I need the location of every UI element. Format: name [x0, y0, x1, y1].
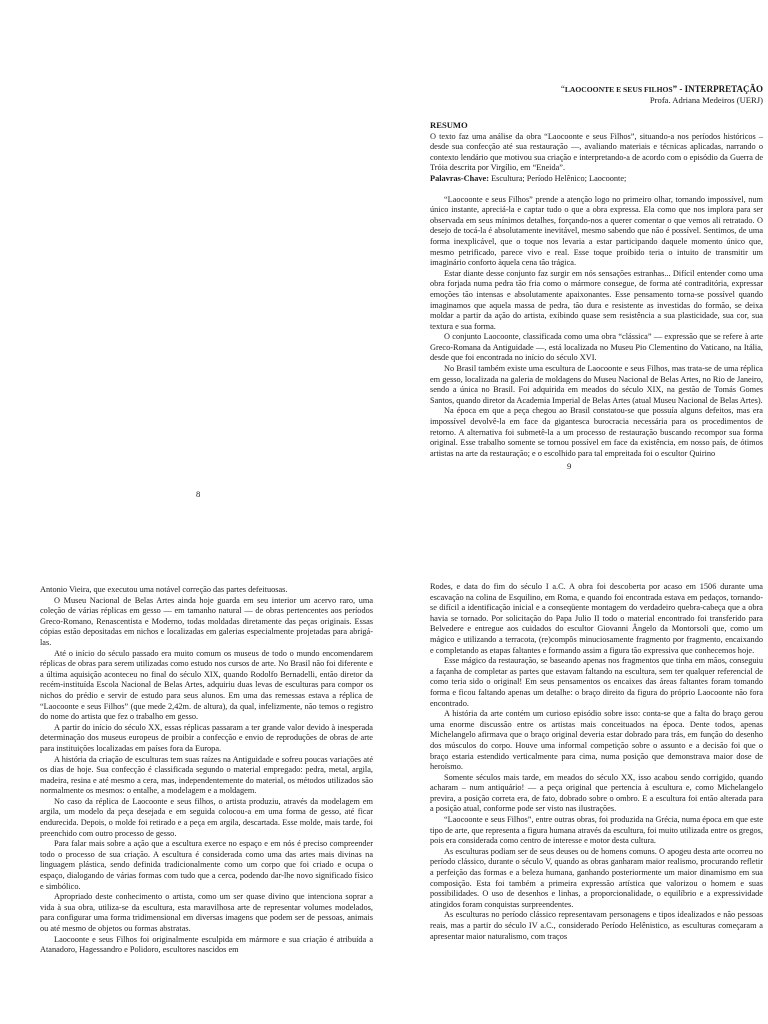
- page-number-left: 8: [196, 489, 201, 499]
- paragraph: A partir do início do século XX, essas réplicas passaram a ter grande valor devido à inesperada determinação dos museus europeus de proibir a confecção e envio de reproduções de obras de arte para instituições localizadas em países fora da Europa.: [40, 722, 373, 753]
- paragraph: Estar diante desse conjunto faz surgir em nós sensações estranhas... Difícil entender como uma obra forjada numa pedra tão fria como o mármore consegue, de forma até contraditória, expressar emoções tão intensas e absolutamente apaixonantes. Esse pensamento torna-se possível quando imaginamos que aquela massa de pedra, tão dura e resistente as investidas do formão, se deixa moldar a partir da ação do artista, exibindo quase sem resistência a sua plasticidade, sua cor, sua textura e sua forma.: [430, 268, 763, 331]
- paragraph: “Laocoonte e seus Filhos” prende a atenção logo no primeiro olhar, tornando impossível, num único instante, apreciá-la e captar tudo o que a obra expressa. Ela como que nos implora para ser observada em seus mínimos detalhes, forçando-nos a querer comentar o que vemos ali retratado. O desejo de tocá-la é absolutamente inevitável, mesmo sabendo que não é possível. Sentimos, de uma forma inexplicável, que o toque nos levaria a estar participando daquele momento único que, mesmo petrificado, parece vivo e real. Esse toque proibido teria o intuito de transmitir um imaginário conforto àquela cena tão trágica.: [430, 194, 763, 268]
- text-block-top-right: [430, 195, 763, 460]
- paragraph: Rodes, e data do fim do século I a.C. A obra foi descoberta por acaso em 1506 durante uma escavação na colina de Esquilino, em Roma, e quando foi encontrada estava em pedaços, tornando-se difícil a identificação inicial e a conseqüente montagem do verdadeiro quebra-cabeça que a obra havia se tornado. Por solicitação do Papa Julio II todo o material encontrado foi transferido para Belvedere e entregue aos cuidados do escultor Giovanni Ângelo da Montorsoli que, como um mágico e utilizando a terracota, (re)compôs minuciosamente fragmento por fragmento, encaixando e completando as etapas faltantes e formando assim a figura tão expressiva que conhecemos hoje.: [430, 582, 763, 655]
- column-bottom-right: [430, 582, 763, 942]
- paragraph: As esculturas podiam ser de seus deuses ou de homens comuns. O apogeu desta arte ocorreu no período clássico, durante o século V, quando as obras ganharam maior realismo, procurando refletir a perfeição das formas e a beleza humana, ganhando posteriormente um maior dinamismo em sua composição. Esta foi também a primeira expressão artística que valorizou o homem e suas possibilidades. O uso de desenhos e linhas, a proporcionalidade, o equilíbrio e a expressividade atingidos foram conquistas surpreendentes.: [430, 846, 763, 909]
- paragraph: Laocoonte e seus Filhos foi originalmente esculpida em mármore e sua criação é atribuída a Atanadoro, Hagessandro e Polidoro, escultores nascidos em: [40, 934, 373, 955]
- paragraph: No Brasil também existe uma escultura de Laocoonte e seus Filhos, mas trata-se de uma réplica em gesso, localizada na galeria de moldagens do Museu Nacional de Belas Artes, no Rio de Janeiro, sendo a única no Brasil. Foi adquirida em meados do século XIX, na gestão de Tomás Gomes Santos, quando diretor da Academia Imperial de Belas Artes (atual Museu Nacional de Belas Artes).: [430, 364, 763, 405]
- paragraph: O conjunto Laocoonte, classificada como uma obra “clássica” — expressão que se refere à arte Greco-Romana da Antiguidade —, está localizada no Museu Pio Clementino do Vaticano, na Itália, desde que foi encontrada no início do século XVI.: [430, 332, 763, 363]
- paragraph: A história da criação de esculturas tem suas raízes na Antiguidade e sofreu poucas variações até os dias de hoje. Sua confecção é classificada segundo o material empregado: pedra, metal, argila, madeira, resina e até mesmo a cera, mas, independentemente do material, os métodos utilizados são normalmente os mesmos: o entalhe, a modelagem e a moldagem.: [40, 754, 373, 796]
- paragraph: Apropriado deste conhecimento o artista, como um ser quase divino que intenciona soprar a vida à sua obra, utiliza-se da escultura, esta maravilhosa arte de representar volumes modelados, para configurar uma forma tridimensional em diversas imagens que podem ser de pessoas, animais ou até mesmo de objetos ou formas abstratas.: [40, 892, 373, 933]
- author-line: Profa. Adriana Medeiros (UERJ): [649, 95, 763, 105]
- paragraph: Esse mágico da restauração, se baseando apenas nos fragmentos que tinha em mãos, conseguiu a façanha de completar as partes que estavam faltando na escultura, sem ter qualquer referencial de como teria sido o original! Em seus pensamentos os encaixes das áreas faltantes foram tomando forma e ficou faltando apenas um detalhe: o braço direito da figura do próprio Laocoonte não fora encontrado.: [430, 656, 763, 708]
- paragraph: O Museu Nacional de Belas Artes ainda hoje guarda em seu interior um acervo raro, uma coleção de várias réplicas em gesso — em tamanho natural — de obras pertencentes aos períodos Greco-Romano, Renascentista e Moderno, todas moldadas diretamente das peças originais. Essas cópias estão depositadas em nichos e localizadas em galerias especialmente projetadas para abrigá-las.: [40, 595, 373, 647]
- paragraph: Até o início do século passado era muito comum os museus de todo o mundo encomendarem réplicas de obras para serem utilizadas como estudo nos cursos de arte. No Brasil não foi diferente e a última aquisição aconteceu no final do século XIX, quando Rodolfo Bernadelli, então diretor da recém-instituída Escola Nacional de Belas Artes, adquiriu duas levas de esculturas para compor os nichos do prédio e servir de estudo para seus alunos. Em uma das remessas estava a réplica de “Laocoonte e seus Filhos” (que mede 2,42m. de altura), da qual, infelizmente, não temos o registro do nome do artista que fez o trabalho em gesso.: [40, 648, 373, 722]
- paragraph: A história da arte contém um curioso episódio sobre isso: conta-se que a falta do braço gerou uma enorme discussão entre os artistas mais conceituados na época. Dente todos, apenas Michelangelo afirmava que o braço original deveria estar dobrado para trás, em função do desenho dos músculos do corpo. Houve uma informal competição sobre o assunto e a decisão foi que o braço estaria estendido verticalmente para cima, numa posição que demonstrava maior dose de heroísmo.: [430, 709, 763, 772]
- paragraph: Somente séculos mais tarde, em meados do século XX, isso acabou sendo corrigido, quando acharam – num antiquário! — a peça original que pertencia à escultura e, como Michelangelo previra, a posição correta era, de fato, dobrado sobre o ombro. E a escultura foi então alterada para a posição atual, conforme pode ser visto nas ilustrações.: [430, 772, 763, 814]
- paragraph: “Laocoonte e seus Filhos”, entre outras obras, foi produzida na Grécia, numa época em que este tipo de arte, que representa a figura humana através da escultura, foi muito utilizada entre os gregos, pois era considerada como centro de interesse e motor desta cultura.: [430, 815, 763, 846]
- abstract-heading: RESUMO: [430, 120, 468, 130]
- article-title: “LAOCOONTE E SEUS FILHOS” - INTERPRETAÇÃO: [560, 84, 763, 94]
- page-number-right: 9: [567, 461, 572, 471]
- paragraph: Para falar mais sobre a ação que a escultura exerce no espaço e em nós é preciso compreender todo o processo de sua criação. A escultura é considerada como uma das artes mais divinas na linguagem plástica, sendo definida tradicionalmente como um corpo que foi criado e ocupa o espaço, dialogando de várias formas com tudo que a cerca, podendo dar-lhe novo significado físico e simbólico.: [40, 839, 373, 891]
- abstract-text: O texto faz uma análise da obra “Laocoonte e seus Filhos”, situando-a nos períodos históricos – desde sua confecção até sua restauração —, avaliando materiais e técnicas aplicadas, narrando o contexto lendário que motivou sua criação e interpretando-a de acordo com o episódio da Guerra de Tróia descrita por Virgílio, em “Eneida”.: [430, 131, 763, 173]
- paragraph: No caso da réplica de Laocoonte e seus filhos, o artista produziu, através da modelagem em argila, um modelo da peça desejada e em seguida colocou-a em uma forma de gesso, até ficar endurecida. Depois, o molde foi retirado e a peça em argila, descartada. Esse molde, mais tarde, foi preenchido com outro processo de gesso.: [40, 796, 373, 838]
- keywords-list: Escultura; Período Helênico; Laocoonte;: [489, 173, 627, 183]
- paragraph: Na época em que a peça chegou ao Brasil constatou-se que possuía alguns defeitos, mas era impossível devolvê-la em face da gigantesca burocracia necessária para os procedimentos de retorno. A alternativa foi submetê-la a um processo de restauração buscando recompor sua forma original. Esse trabalho somente se tornou possível em face da existência, em nosso país, de ótimos artistas na arte da restauração; e o escolhido para tal empreitada foi o escultor Quirino: [430, 406, 763, 458]
- column-top-right: [430, 84, 763, 459]
- paragraph: As esculturas no período clássico representavam personagens e tipos idealizados e não pessoas reais, mas a partir do século IV a.C., considerado Período Helênistico, as esculturas começaram a apresentar maior naturalismo, com traços: [430, 910, 763, 941]
- column-bottom-left: [40, 585, 373, 956]
- paragraph: Antonio Vieira, que executou uma notável correção das partes defeituosas.: [40, 585, 288, 594]
- keywords-label: Palavras-Chave:: [430, 173, 489, 183]
- keywords: [430, 174, 763, 185]
